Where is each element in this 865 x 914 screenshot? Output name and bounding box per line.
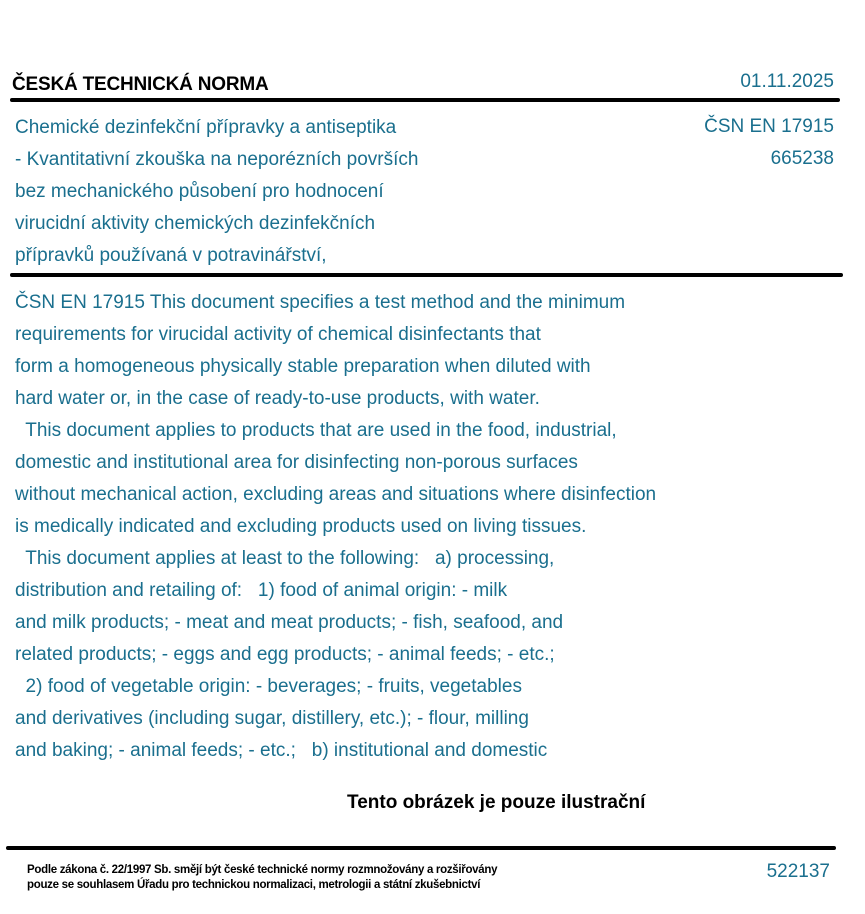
illustration-note: Tento obrázek je pouze ilustrační (347, 792, 646, 813)
abstract-line: and milk products; - meat and meat products; - fish, seafood, and (15, 612, 564, 633)
abstract-line: requirements for virucidal activity of chemical disinfectants that (15, 324, 541, 345)
abstract-line: ČSN EN 17915 This document specifies a test method and the minimum (15, 292, 626, 313)
title-line: virucidní aktivity chemických dezinfekčních (15, 213, 376, 234)
abstract-line: This document applies to products that are used in the food, industrial, (15, 420, 617, 441)
standard-number: ČSN EN 17915 (704, 116, 834, 137)
abstract-line: This document applies at least to the following: a) processing, (15, 548, 555, 569)
abstract-line: and baking; - animal feeds; - etc.; b) institutional and domestic (15, 740, 548, 761)
classification-code: 665238 (770, 148, 834, 169)
legal-notice-line: Podle zákona č. 22/1997 Sb. smějí být české technické normy rozmnožovány a rozšiřovány (27, 864, 498, 876)
abstract-line: form a homogeneous physically stable preparation when diluted with (15, 356, 591, 377)
abstract-line: 2) food of vegetable origin: - beverages; - fruits, vegetables (15, 676, 522, 697)
abstract-line: hard water or, in the case of ready-to-use products, with water. (15, 388, 540, 409)
title-line: přípravků používaná v potravinářství, (15, 245, 327, 266)
divider-middle (10, 273, 843, 277)
legal-notice-line: pouze se souhlasem Úřadu pro technickou normalizaci, metrologii a státní zkušebnictví (27, 879, 481, 891)
title-line: - Kvantitativní zkouška na neporézních površích (15, 149, 419, 170)
abstract-line: distribution and retailing of: 1) food of animal origin: - milk (15, 580, 508, 601)
divider-bottom (6, 846, 836, 850)
abstract-line: and derivatives (including sugar, distillery, etc.); - flour, milling (15, 708, 529, 729)
divider-top (10, 98, 840, 102)
abstract-line: is medically indicated and excluding products used on living tissues. (15, 516, 587, 537)
abstract-line: without mechanical action, excluding areas and situations where disinfection (15, 484, 657, 505)
document-id: 522137 (766, 861, 830, 882)
title-line: bez mechanického působení pro hodnocení (15, 181, 384, 202)
norm-label: ČESKÁ TECHNICKÁ NORMA (12, 74, 269, 95)
abstract-line: domestic and institutional area for disinfecting non-porous surfaces (15, 452, 578, 473)
publication-date: 01.11.2025 (740, 71, 834, 92)
abstract-line: related products; - eggs and egg products; - animal feeds; - etc.; (15, 644, 555, 665)
title-line: Chemické dezinfekční přípravky a antiseptika (15, 117, 397, 138)
